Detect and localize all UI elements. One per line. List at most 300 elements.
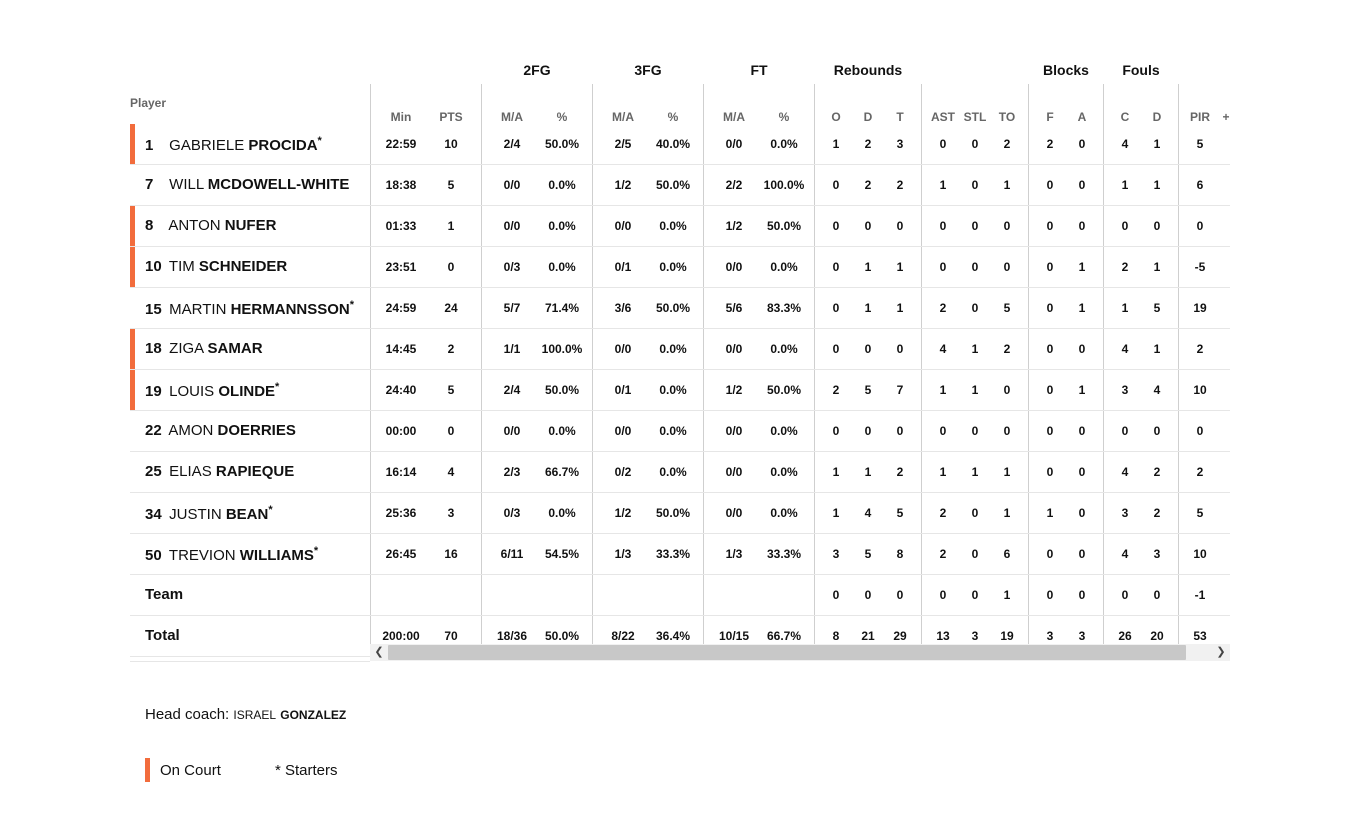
column-header[interactable]: M/A bbox=[501, 110, 523, 124]
stat-cell: 4 bbox=[1121, 342, 1129, 356]
coach-last-name: GONZALEZ bbox=[280, 708, 347, 722]
stat-cell: 53 bbox=[1193, 629, 1207, 643]
stat-cell: 66.7% bbox=[766, 629, 802, 643]
on-court-indicator bbox=[130, 329, 135, 369]
stat-cell: 0 bbox=[1078, 588, 1086, 602]
stat-cell: 0 bbox=[1153, 424, 1161, 438]
player-name[interactable] bbox=[145, 299, 354, 318]
stat-cell: 2 bbox=[939, 547, 947, 561]
column-header[interactable]: + bbox=[1222, 110, 1230, 124]
stat-cell: 0 bbox=[832, 219, 840, 233]
stat-cell: 4 bbox=[1121, 137, 1129, 151]
stat-cell: 0 bbox=[832, 342, 840, 356]
player-last-name: NUFER bbox=[224, 217, 277, 234]
stat-cell: 0/0 bbox=[503, 178, 521, 192]
stat-cell: 4 bbox=[864, 506, 872, 520]
stat-cell: 0 bbox=[1003, 383, 1011, 397]
stat-cell: 1 bbox=[1078, 383, 1086, 397]
stat-cell: 0 bbox=[971, 547, 979, 561]
stat-cell: 0 bbox=[1046, 383, 1054, 397]
stat-cell: 0.0% bbox=[548, 178, 576, 192]
stat-cell: 14:45 bbox=[385, 342, 417, 356]
stat-cell: 0 bbox=[971, 301, 979, 315]
column-header[interactable]: C bbox=[1120, 110, 1130, 124]
stat-cell: 0.0% bbox=[770, 342, 798, 356]
player-last-name: PROCIDA bbox=[248, 137, 318, 154]
stat-cell: 0/0 bbox=[725, 506, 743, 520]
column-header[interactable]: M/A bbox=[612, 110, 634, 124]
player-name[interactable] bbox=[145, 586, 183, 603]
player-number: 10 bbox=[145, 258, 162, 275]
stat-cell: 0 bbox=[1153, 588, 1161, 602]
table-row bbox=[130, 165, 1230, 206]
player-number: 7 bbox=[145, 176, 154, 193]
stat-cell: 21 bbox=[861, 629, 875, 643]
head-coach bbox=[145, 706, 346, 723]
stat-cell: 10/15 bbox=[718, 629, 750, 643]
stat-cell: 1 bbox=[939, 465, 947, 479]
stat-cell: 1 bbox=[1003, 178, 1011, 192]
stat-cell: 6 bbox=[1196, 178, 1204, 192]
stat-cell: 2 bbox=[896, 465, 904, 479]
stat-cell: 20 bbox=[1150, 629, 1164, 643]
stat-cell: 0/0 bbox=[725, 465, 743, 479]
player-last-name: Total bbox=[145, 627, 180, 644]
stat-cell: 70 bbox=[444, 629, 458, 643]
stat-cell: 0/0 bbox=[503, 219, 521, 233]
table-row bbox=[130, 370, 1230, 411]
stat-cell: 0.0% bbox=[659, 424, 687, 438]
group-header-rebounds: Rebounds bbox=[833, 62, 903, 78]
stat-cell: 0 bbox=[896, 342, 904, 356]
stat-cell: 0 bbox=[1046, 588, 1054, 602]
player-first-name: TIM bbox=[168, 258, 195, 275]
stat-cell: 10 bbox=[1193, 547, 1207, 561]
table-row bbox=[130, 575, 1230, 616]
stat-cell: 4 bbox=[1121, 547, 1129, 561]
stat-cell: 1 bbox=[832, 465, 840, 479]
stat-cell: 22:59 bbox=[385, 137, 417, 151]
stat-cell: 01:33 bbox=[385, 219, 417, 233]
stat-cell: 1 bbox=[971, 383, 979, 397]
stat-cell: 0 bbox=[447, 424, 455, 438]
stat-cell: 2 bbox=[939, 301, 947, 315]
player-name[interactable] bbox=[145, 135, 322, 154]
stat-cell: 1 bbox=[447, 219, 455, 233]
stat-cell: 0 bbox=[1078, 137, 1086, 151]
player-name[interactable] bbox=[145, 504, 273, 523]
player-first-name: ZIGA bbox=[169, 340, 204, 357]
stat-cell: 0/0 bbox=[725, 342, 743, 356]
stat-cell: 2/3 bbox=[503, 465, 521, 479]
stat-cell: 0/0 bbox=[614, 424, 632, 438]
stat-cell: 1 bbox=[864, 301, 872, 315]
stat-cell: 40.0% bbox=[655, 137, 691, 151]
stat-cell: 0 bbox=[864, 219, 872, 233]
stat-cell: 0 bbox=[939, 424, 947, 438]
stat-cell: 2 bbox=[1003, 137, 1011, 151]
stat-cell: 0 bbox=[1046, 424, 1054, 438]
stat-cell: 0/2 bbox=[614, 465, 632, 479]
stat-cell: 1 bbox=[1003, 506, 1011, 520]
stat-cell: 2/4 bbox=[503, 383, 521, 397]
stat-cell: 2 bbox=[1196, 342, 1204, 356]
stat-cell: 24:59 bbox=[385, 301, 417, 315]
starter-mark: * bbox=[349, 299, 355, 311]
stat-cell: 0 bbox=[1003, 219, 1011, 233]
stat-cell: 0.0% bbox=[659, 219, 687, 233]
stat-cell: 18:38 bbox=[385, 178, 417, 192]
stat-cell: 5/7 bbox=[503, 301, 521, 315]
stat-cell: 1 bbox=[1121, 178, 1129, 192]
stat-cell: 0/0 bbox=[725, 424, 743, 438]
stat-cell: 0 bbox=[1196, 219, 1204, 233]
column-header[interactable]: PIR bbox=[1189, 110, 1210, 124]
stat-cell: 1/2 bbox=[725, 383, 743, 397]
column-header[interactable]: AST bbox=[931, 110, 955, 124]
stat-cell: 200:00 bbox=[382, 629, 420, 643]
stat-cell: 4 bbox=[1153, 383, 1161, 397]
stat-cell: 5 bbox=[447, 178, 455, 192]
stat-cell: 0/0 bbox=[503, 424, 521, 438]
player-first-name: ANTON bbox=[168, 217, 221, 234]
stat-cell: 3 bbox=[971, 629, 979, 643]
stat-cell: 10 bbox=[444, 137, 458, 151]
stat-cell: 3 bbox=[1046, 629, 1054, 643]
stat-cell: 1 bbox=[896, 301, 904, 315]
stat-cell: 2 bbox=[1046, 137, 1054, 151]
column-header[interactable]: F bbox=[1046, 110, 1054, 124]
stat-cell: 2 bbox=[896, 178, 904, 192]
stat-cell: 0.0% bbox=[770, 465, 798, 479]
stat-cell: 1 bbox=[939, 178, 947, 192]
stat-cell: -1 bbox=[1194, 588, 1206, 602]
stat-cell: 16 bbox=[444, 547, 458, 561]
legend-starters: * Starters bbox=[275, 762, 338, 779]
on-court-indicator bbox=[130, 124, 135, 164]
legend-on-court: On Court bbox=[160, 762, 221, 779]
stat-cell: 29 bbox=[893, 629, 907, 643]
stat-cell: 50.0% bbox=[544, 383, 580, 397]
stat-cell: 19 bbox=[1193, 301, 1207, 315]
starter-mark: * bbox=[317, 135, 322, 147]
stat-cell: 5 bbox=[864, 383, 872, 397]
stat-cell: 0.0% bbox=[659, 342, 687, 356]
stat-cell: 36.4% bbox=[655, 629, 691, 643]
stat-cell: 0 bbox=[1078, 424, 1086, 438]
stat-cell: 1/3 bbox=[614, 547, 632, 561]
player-name[interactable] bbox=[145, 217, 276, 234]
table-row bbox=[130, 288, 1230, 329]
column-header[interactable]: % bbox=[556, 110, 568, 124]
coach-first-name: ISRAEL bbox=[233, 708, 277, 722]
stat-cell: 0 bbox=[1078, 547, 1086, 561]
table-row bbox=[130, 124, 1230, 165]
player-name[interactable] bbox=[145, 545, 318, 564]
group-header-fouls: Fouls bbox=[1122, 62, 1160, 78]
stat-cell: 1/2 bbox=[725, 219, 743, 233]
stat-cell: 0 bbox=[1121, 219, 1129, 233]
player-last-name: MCDOWELL-WHITE bbox=[207, 176, 350, 193]
stat-cell: 5 bbox=[1196, 506, 1204, 520]
stat-cell: 1/1 bbox=[503, 342, 521, 356]
stat-cell: 3 bbox=[896, 137, 904, 151]
stat-cell: 0 bbox=[896, 588, 904, 602]
player-last-name: HERMANNSSON bbox=[230, 301, 350, 318]
coach-label: Head coach: bbox=[145, 706, 230, 723]
stat-cell: 0 bbox=[1196, 424, 1204, 438]
stat-cell: 0 bbox=[1078, 219, 1086, 233]
horizontal-scrollbar[interactable] bbox=[370, 644, 1230, 661]
stat-cell: 0 bbox=[1046, 260, 1054, 274]
stat-cell: 2 bbox=[1121, 260, 1129, 274]
player-number: 22 bbox=[145, 422, 162, 439]
stat-cell: 33.3% bbox=[655, 547, 691, 561]
column-header[interactable]: M/A bbox=[723, 110, 745, 124]
stat-cell: 1 bbox=[896, 260, 904, 274]
table-body bbox=[130, 124, 1230, 657]
stat-cell: 4 bbox=[939, 342, 947, 356]
table-row bbox=[130, 452, 1230, 493]
stat-cell: 0 bbox=[447, 260, 455, 274]
player-last-name: SAMAR bbox=[207, 340, 263, 357]
stat-cell: 0 bbox=[971, 260, 979, 274]
column-header[interactable]: T bbox=[896, 110, 904, 124]
stat-cell: 83.3% bbox=[766, 301, 802, 315]
stat-cell: 0 bbox=[1121, 424, 1129, 438]
column-header[interactable]: D bbox=[1152, 110, 1162, 124]
stat-cell: 26:45 bbox=[385, 547, 417, 561]
player-number: 15 bbox=[145, 301, 162, 318]
stat-cell: 0 bbox=[971, 588, 979, 602]
stat-cell: 5 bbox=[1196, 137, 1204, 151]
stat-cell: 1 bbox=[1046, 506, 1054, 520]
on-court-swatch bbox=[145, 758, 150, 782]
stat-cell: 0 bbox=[1046, 219, 1054, 233]
stat-cell: 1 bbox=[1078, 301, 1086, 315]
player-number: 34 bbox=[145, 506, 162, 523]
stat-cell: 25:36 bbox=[385, 506, 417, 520]
stat-cell: 1 bbox=[1078, 260, 1086, 274]
stat-cell: 0.0% bbox=[659, 383, 687, 397]
starter-mark: * bbox=[275, 381, 280, 393]
stat-cell: 1 bbox=[1003, 588, 1011, 602]
table-row bbox=[130, 247, 1230, 288]
stat-cell: 0.0% bbox=[770, 137, 798, 151]
table-row bbox=[130, 411, 1230, 452]
stat-cell: 66.7% bbox=[544, 465, 580, 479]
stat-cell: 0 bbox=[832, 588, 840, 602]
stat-cell: 1/3 bbox=[725, 547, 743, 561]
stat-cell: 50.0% bbox=[655, 178, 691, 192]
stat-cell: 6/11 bbox=[500, 547, 524, 561]
stat-cell: 3 bbox=[1121, 506, 1129, 520]
stat-cell: 0 bbox=[971, 506, 979, 520]
stat-cell: 0.0% bbox=[770, 506, 798, 520]
on-court-indicator bbox=[130, 206, 135, 246]
player-name[interactable] bbox=[145, 463, 294, 480]
stat-cell: 1 bbox=[864, 465, 872, 479]
player-last-name: RAPIEQUE bbox=[215, 463, 295, 480]
stat-cell: 0 bbox=[896, 219, 904, 233]
stat-cell: 54.5% bbox=[544, 547, 580, 561]
player-first-name: MARTIN bbox=[169, 301, 227, 318]
stat-cell: 4 bbox=[447, 465, 455, 479]
stat-cell: 2 bbox=[832, 383, 840, 397]
stat-cell: 24 bbox=[444, 301, 458, 315]
stat-cell: 0.0% bbox=[770, 424, 798, 438]
stat-cell: 0 bbox=[971, 219, 979, 233]
player-last-name: OLINDE bbox=[218, 383, 276, 400]
player-last-name: Team bbox=[145, 586, 184, 603]
stat-cell: 1/2 bbox=[614, 506, 632, 520]
stat-cell: 2/5 bbox=[614, 137, 632, 151]
column-header[interactable]: STL bbox=[963, 110, 987, 124]
player-number: 19 bbox=[145, 383, 162, 400]
stat-cell: 1 bbox=[1153, 342, 1161, 356]
player-name[interactable] bbox=[145, 340, 263, 357]
stat-cell: 2 bbox=[939, 506, 947, 520]
stat-cell: 50.0% bbox=[544, 137, 580, 151]
stat-cell: 50.0% bbox=[655, 301, 691, 315]
stat-cell: 1 bbox=[971, 465, 979, 479]
group-header-ft: FT bbox=[750, 62, 768, 78]
column-header[interactable]: % bbox=[778, 110, 790, 124]
starter-mark: * bbox=[313, 545, 319, 557]
player-last-name: SCHNEIDER bbox=[198, 258, 288, 275]
stat-cell: 0.0% bbox=[659, 465, 687, 479]
stat-cell: 0/3 bbox=[503, 506, 521, 520]
stat-cell: 3 bbox=[447, 506, 455, 520]
stat-cell: 8 bbox=[832, 629, 840, 643]
stat-cell: 100.0% bbox=[541, 342, 583, 356]
group-header-3fg: 3FG bbox=[634, 62, 662, 78]
player-number: 25 bbox=[145, 463, 162, 480]
stat-cell: 5 bbox=[1003, 301, 1011, 315]
stat-cell: 0 bbox=[971, 178, 979, 192]
chevron-left-icon[interactable]: ❮ bbox=[374, 646, 384, 658]
player-name[interactable] bbox=[145, 627, 180, 644]
stat-cell: 6 bbox=[1003, 547, 1011, 561]
stat-cell: 0 bbox=[971, 424, 979, 438]
stat-cell: 0 bbox=[1046, 342, 1054, 356]
column-header[interactable]: TO bbox=[998, 110, 1016, 124]
player-name[interactable] bbox=[145, 176, 349, 193]
player-first-name: TREVION bbox=[168, 547, 236, 564]
stat-cell: 0 bbox=[864, 588, 872, 602]
stat-cell: 18/36 bbox=[496, 629, 528, 643]
stat-cell: 0.0% bbox=[659, 260, 687, 274]
stat-cell: 19 bbox=[1000, 629, 1014, 643]
column-header[interactable]: % bbox=[667, 110, 679, 124]
player-first-name: AMON bbox=[168, 422, 214, 439]
stat-cell: 50.0% bbox=[766, 219, 802, 233]
on-court-indicator bbox=[130, 247, 135, 287]
stat-cell: 71.4% bbox=[544, 301, 580, 315]
table-row bbox=[130, 206, 1230, 247]
stat-cell: 3/6 bbox=[614, 301, 632, 315]
stat-cell: 1 bbox=[1153, 137, 1161, 151]
stat-cell: 0/0 bbox=[614, 219, 632, 233]
stat-cell: 2 bbox=[864, 178, 872, 192]
scrollbar-thumb[interactable] bbox=[388, 645, 1186, 660]
starter-mark: * bbox=[268, 504, 273, 516]
stat-cell: 8/22 bbox=[611, 629, 635, 643]
stat-cell: 1 bbox=[1153, 178, 1161, 192]
table-row bbox=[130, 493, 1230, 534]
chevron-right-icon[interactable]: ❯ bbox=[1216, 646, 1226, 658]
column-header[interactable]: D bbox=[863, 110, 873, 124]
stat-cell: 0.0% bbox=[548, 424, 576, 438]
column-header[interactable]: Min bbox=[390, 110, 412, 124]
stat-cell: 2 bbox=[1153, 506, 1161, 520]
stat-cell: 0 bbox=[971, 137, 979, 151]
stat-cell: 1 bbox=[1153, 260, 1161, 274]
stat-cell: 0 bbox=[1121, 588, 1129, 602]
stat-cell: 0 bbox=[1078, 506, 1086, 520]
stat-cell: 0 bbox=[1078, 342, 1086, 356]
stat-cell: 2 bbox=[864, 137, 872, 151]
column-header[interactable]: A bbox=[1077, 110, 1087, 124]
stat-cell: 3 bbox=[1121, 383, 1129, 397]
stat-cell: 5 bbox=[864, 547, 872, 561]
stat-cell: 0 bbox=[832, 260, 840, 274]
player-first-name: JUSTIN bbox=[169, 506, 222, 523]
on-court-indicator bbox=[130, 370, 135, 410]
stat-cell: 13 bbox=[936, 629, 950, 643]
stat-cell: 0 bbox=[864, 342, 872, 356]
divider bbox=[130, 661, 370, 662]
player-first-name: WILL bbox=[169, 176, 204, 193]
stat-cell: 00:00 bbox=[385, 424, 417, 438]
stat-cell: 0 bbox=[832, 178, 840, 192]
stat-cell: 0 bbox=[939, 588, 947, 602]
column-header[interactable]: PTS bbox=[439, 110, 463, 124]
stat-cell: 2 bbox=[1196, 465, 1204, 479]
stat-cell: 0/0 bbox=[725, 137, 743, 151]
player-number: 18 bbox=[145, 340, 162, 357]
column-header[interactable]: O bbox=[831, 110, 841, 124]
stat-cell: 2 bbox=[1003, 342, 1011, 356]
player-name[interactable] bbox=[145, 381, 279, 400]
stat-cell: 0 bbox=[939, 260, 947, 274]
group-header-blocks: Blocks bbox=[1043, 62, 1089, 78]
player-last-name: WILLIAMS bbox=[239, 547, 314, 564]
player-first-name: ELIAS bbox=[169, 463, 212, 480]
stat-cell: 1 bbox=[1003, 465, 1011, 479]
stat-cell: 50.0% bbox=[544, 629, 580, 643]
stat-cell: 50.0% bbox=[766, 383, 802, 397]
player-name[interactable] bbox=[145, 258, 287, 275]
stat-cell: 0 bbox=[1046, 301, 1054, 315]
stat-cell: 1/2 bbox=[614, 178, 632, 192]
stat-cell: 0 bbox=[1153, 219, 1161, 233]
player-last-name: BEAN bbox=[225, 506, 269, 523]
stat-cell: 2 bbox=[1153, 465, 1161, 479]
stat-cell: 50.0% bbox=[655, 506, 691, 520]
stat-cell: 26 bbox=[1118, 629, 1132, 643]
stat-cell: 0 bbox=[1046, 547, 1054, 561]
player-column-header: Player bbox=[130, 96, 167, 110]
stat-cell: 0 bbox=[939, 137, 947, 151]
stat-cell: 0 bbox=[1046, 178, 1054, 192]
stat-cell: 0.0% bbox=[770, 260, 798, 274]
stat-cell: 1 bbox=[832, 506, 840, 520]
stat-cell: 4 bbox=[1121, 465, 1129, 479]
stat-cell: 5 bbox=[896, 506, 904, 520]
stat-cell: 0/1 bbox=[614, 260, 632, 274]
player-name[interactable] bbox=[145, 422, 296, 439]
